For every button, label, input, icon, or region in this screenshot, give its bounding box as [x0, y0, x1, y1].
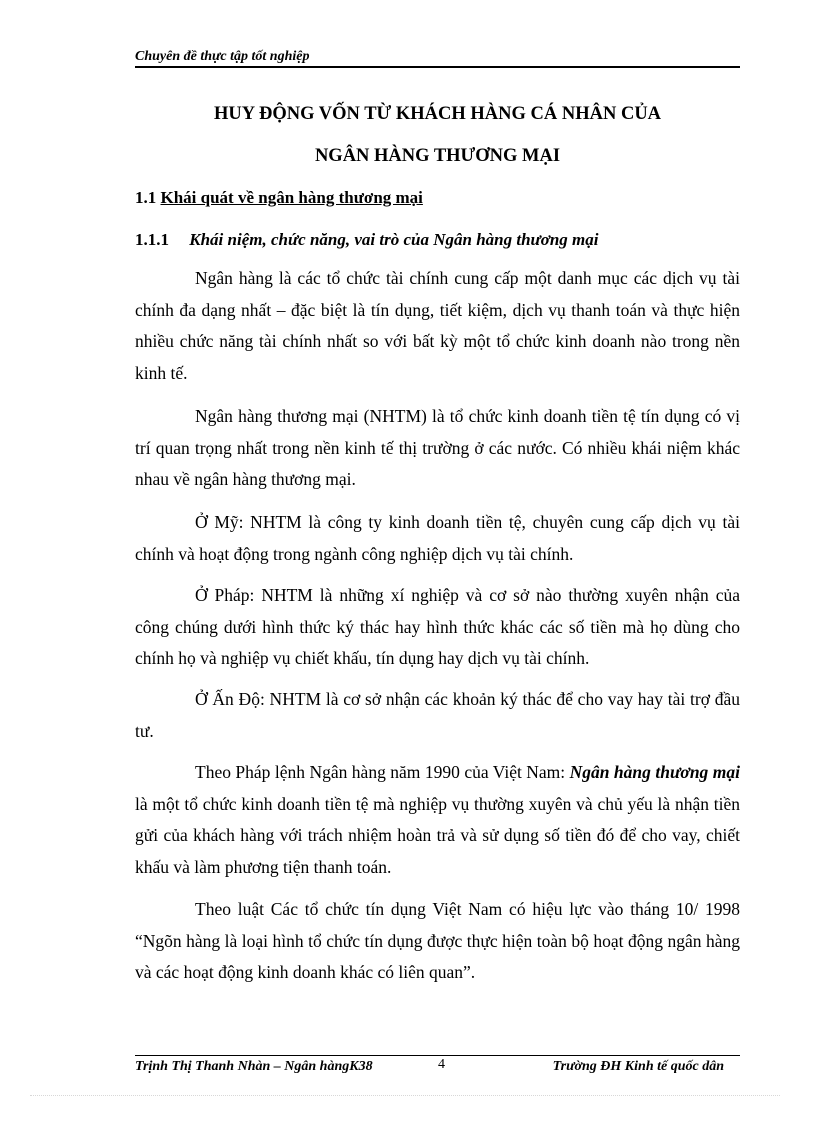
paragraph-nhtm-definition: Ngân hàng thương mại (NHTM) là tổ chức kinh doanh tiền tệ tín dụng có vị trí quan trọng nhất trong nền kinh tế thị trường ở các nước. Có nhiều khái niệm khác nhau về ngân hàng thương mại.	[135, 406, 740, 489]
document-title-line-1: HUY ĐỘNG VỐN TỪ KHÁCH HÀNG CÁ NHÂN CỦA	[213, 104, 662, 124]
paragraph-usa: Ở Mỹ: NHTM là công ty kinh doanh tiền tệ, chuyên cung cấp dịch vụ tài chính và hoạt động trong ngành công nghiệp dịch vụ tài chính.	[135, 512, 740, 564]
section-title: Khái quát về ngân hàng thương mại	[160, 188, 423, 207]
footer-school: Trường ĐH Kinh tế quốc dân	[552, 1059, 724, 1074]
page-number: 4	[438, 1057, 445, 1072]
section-number: 1.1	[135, 188, 157, 207]
footer-divider	[135, 1055, 740, 1056]
page-break-divider	[30, 1095, 780, 1096]
paragraph-vietnam-law: Theo luật Các tổ chức tín dụng Việt Nam có hiệu lực vào tháng 10/ 1998 “Ngõn hàng là loại hình tổ chức tín dụng được thực hiện toàn bộ hoạt động ngân hàng và các hoạt động kinh doanh khác có liên quan”.	[135, 899, 740, 982]
document-title-line-2: NGÂN HÀNG THƯƠNG MẠI	[314, 146, 561, 166]
paragraph-text: Theo Pháp lệnh Ngân hàng năm 1990 của Việt Nam:	[195, 762, 570, 782]
section-heading-1-1	[135, 188, 423, 208]
footer-author: Trịnh Thị Thanh Nhàn – Ngân hàngK38	[135, 1059, 373, 1074]
subsection-number: 1.1.1	[135, 230, 169, 249]
section-heading-1-1-1	[135, 230, 599, 250]
header-title: Chuyên đề thực tập tốt nghiệp	[135, 49, 310, 64]
paragraph-text: là một tổ chức kinh doanh tiền tệ mà nghiệp vụ thường xuyên và chủ yếu là nhận tiền gửi của khách hàng với trách nhiệm hoàn trả và sử dụng số tiền đó để cho vay, chiết khấu và làm phương tiện thanh toán.	[135, 793, 740, 877]
header-divider	[135, 66, 740, 68]
emphasized-term: Ngân hàng thương mại	[569, 762, 740, 782]
paragraph-france: Ở Pháp: NHTM là những xí nghiệp và cơ sở nào thường xuyên nhận của công chúng dưới hình thức ký thác hay hình thức khác các số tiền mà họ dùng cho chính họ và nghiệp vụ chiết khấu, tín dụng hay dịch vụ tài chính.	[135, 585, 740, 668]
subsection-title: Khái niệm, chức năng, vai trò của Ngân hàng thương mại	[189, 230, 599, 249]
paragraph-india: Ở Ấn Độ: NHTM là cơ sở nhận các khoản ký thác để cho vay hay tài trợ đầu tư.	[135, 689, 740, 741]
paragraph-vietnam-ordinance	[135, 757, 740, 883]
paragraph-bank-definition: Ngân hàng là các tổ chức tài chính cung cấp một danh mục các dịch vụ tài chính đa dạng nhất – đặc biệt là tín dụng, tiết kiệm, dịch vụ thanh toán và thực hiện nhiều chức năng tài chính nhất so với bất kỳ một tổ chức kinh doanh nào trong nền kinh tế.	[135, 268, 740, 383]
